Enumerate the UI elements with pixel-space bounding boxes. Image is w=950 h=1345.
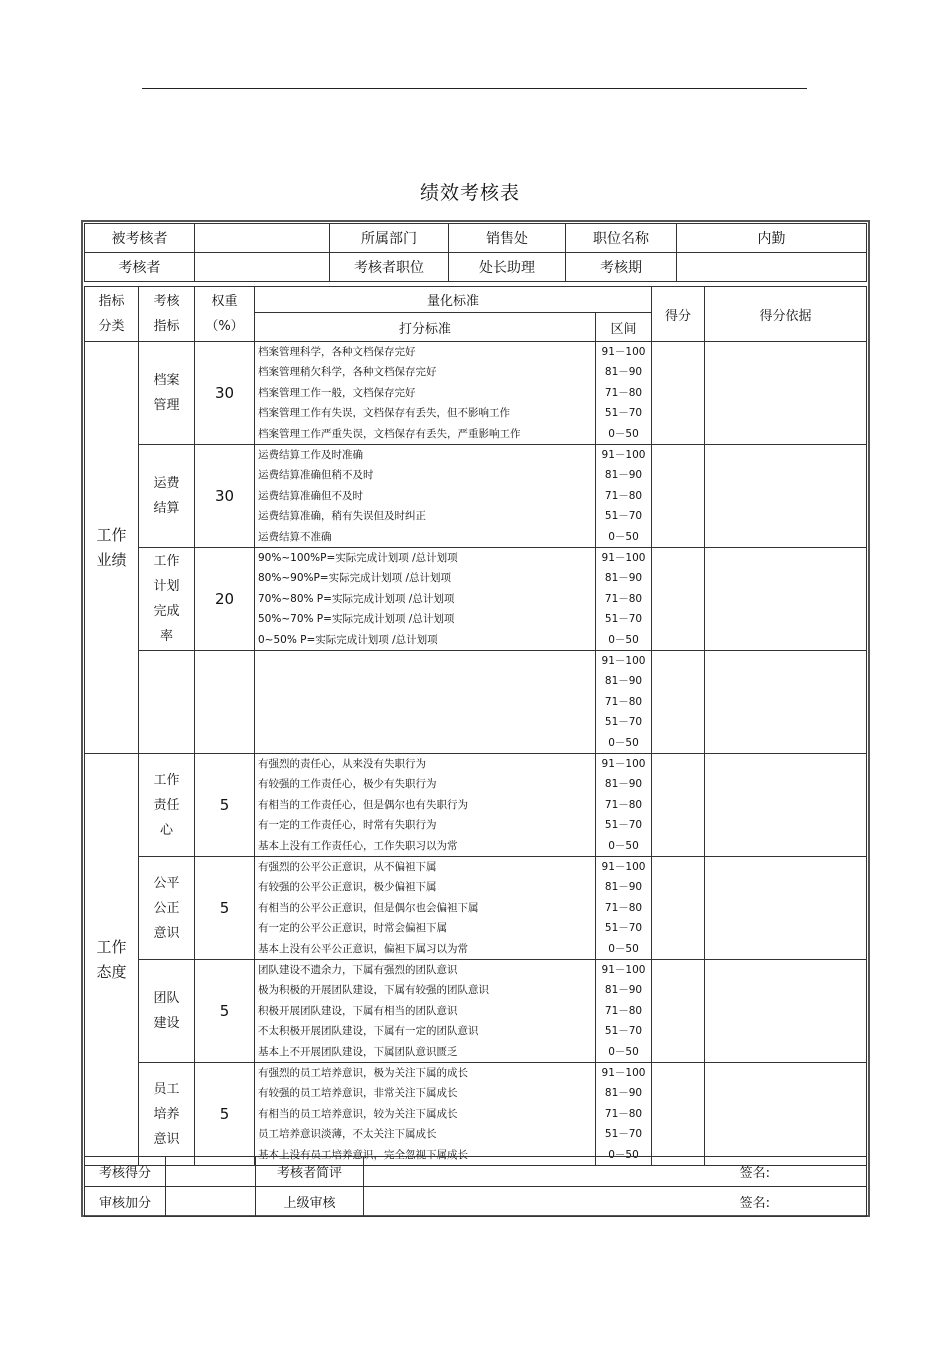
info-label-assessor: 考核者 <box>85 253 195 282</box>
indicator-name: 员工 培养 意识 <box>139 1063 195 1166</box>
criteria-list <box>255 651 596 754</box>
score-cell[interactable] <box>652 1063 705 1166</box>
indicator-weight: 5 <box>195 754 255 857</box>
range-list <box>596 857 652 960</box>
range-item: 71－80 <box>604 798 643 811</box>
range-item: 0－50 <box>608 839 639 852</box>
indicator-name: 工作 计划 完成 率 <box>139 548 195 651</box>
criteria-item: 档案管理科学，各种文档保存完好 <box>258 346 416 359</box>
basis-cell[interactable] <box>705 857 867 960</box>
criteria-item <box>258 692 595 712</box>
info-table <box>84 223 867 282</box>
bonus-score-label: 审核加分 <box>85 1187 166 1217</box>
criteria-list <box>255 960 596 1063</box>
indicator-weight <box>195 651 255 754</box>
range-item: 91－100 <box>601 758 646 771</box>
range-list <box>596 548 652 651</box>
basis-cell[interactable] <box>705 651 867 754</box>
indicator-weight: 5 <box>195 857 255 960</box>
score-cell[interactable] <box>652 960 705 1063</box>
page-title: 绩效考核表 <box>419 182 520 204</box>
range-item: 71－80 <box>604 386 643 399</box>
criteria-item: 有较强的公平公正意识，极少偏袒下属 <box>258 881 437 894</box>
criteria-item: 有强烈的员工培养意识，极为关注下属的成长 <box>258 1067 468 1080</box>
header-weight: 权重 （%） <box>195 287 255 342</box>
range-item: 91－100 <box>601 861 646 874</box>
range-item: 81－90 <box>604 778 643 791</box>
info-label-period: 考核期 <box>566 253 677 282</box>
indicator-name: 档案 管理 <box>139 342 195 445</box>
header-criteria: 打分标准 <box>255 313 596 342</box>
indicator-weight: 5 <box>195 960 255 1063</box>
evaluation-table <box>84 286 867 1166</box>
criteria-list <box>255 548 596 651</box>
indicator-row <box>85 1063 867 1166</box>
range-item: 81－90 <box>604 366 643 379</box>
header-range: 区间 <box>596 313 652 342</box>
indicator-name: 工作 责任 心 <box>139 754 195 857</box>
range-item: 71－80 <box>604 901 643 914</box>
criteria-item: 有较强的员工培养意识，非常关注下属成长 <box>258 1087 458 1100</box>
range-item: 51－70 <box>604 1128 643 1141</box>
range-list <box>596 1063 652 1166</box>
header-row <box>85 287 867 313</box>
bonus-score-value[interactable] <box>166 1187 256 1217</box>
info-row <box>85 224 867 253</box>
assessor-signature[interactable]: 签名: <box>364 1157 867 1187</box>
header-rule <box>142 88 807 89</box>
summary-table <box>84 1156 867 1217</box>
total-score-value[interactable] <box>166 1157 256 1187</box>
info-row <box>85 253 867 282</box>
range-item: 81－90 <box>604 881 643 894</box>
range-item: 0－50 <box>608 633 639 646</box>
info-value-assessee[interactable] <box>195 224 330 253</box>
indicator-name: 运费 结算 <box>139 445 195 548</box>
indicator-row <box>85 754 867 857</box>
criteria-item: 有相当的员工培养意识，较为关注下属成长 <box>258 1107 458 1120</box>
criteria-item: 有强烈的责任心，从来没有失职行为 <box>258 758 426 771</box>
range-item: 51－70 <box>604 922 643 935</box>
category-cell: 工作 业绩 <box>85 342 139 754</box>
criteria-item: 0~50% P=实际完成计划项 /总计划项 <box>258 633 438 646</box>
criteria-item <box>258 671 595 691</box>
criteria-item: 档案管理工作有失误，文档保存有丢失，但不影响工作 <box>258 407 510 420</box>
info-label-department: 所属部门 <box>330 224 449 253</box>
criteria-item: 基本上不开展团队建设，下属团队意识匮乏 <box>258 1045 458 1058</box>
summary-row <box>85 1157 867 1187</box>
criteria-list <box>255 754 596 857</box>
indicator-weight: 20 <box>195 548 255 651</box>
range-item: 91－100 <box>601 655 646 668</box>
category-cell: 工作 态度 <box>85 754 139 1166</box>
basis-cell[interactable] <box>705 1063 867 1166</box>
header-basis: 得分依据 <box>705 287 867 342</box>
score-cell[interactable] <box>652 754 705 857</box>
header-indicator-class: 指标 分类 <box>85 287 139 342</box>
indicator-name: 团队 建设 <box>139 960 195 1063</box>
range-item: 0－50 <box>608 736 639 749</box>
header-quant: 量化标准 <box>255 287 652 313</box>
range-list <box>596 960 652 1063</box>
basis-cell[interactable] <box>705 445 867 548</box>
criteria-item: 90%~100%P=实际完成计划项 /总计划项 <box>258 552 458 565</box>
criteria-item <box>258 733 595 753</box>
range-item: 71－80 <box>604 695 643 708</box>
basis-cell[interactable] <box>705 548 867 651</box>
total-score-label: 考核得分 <box>85 1157 166 1187</box>
assessor-comment-label: 考核者简评 <box>256 1157 364 1187</box>
basis-cell[interactable] <box>705 960 867 1063</box>
range-list <box>596 445 652 548</box>
range-item: 0－50 <box>608 942 639 955</box>
criteria-item: 团队建设不遗余力，下属有强烈的团队意识 <box>258 964 458 977</box>
criteria-list <box>255 1063 596 1166</box>
range-item: 91－100 <box>601 449 646 462</box>
range-item: 71－80 <box>604 489 643 502</box>
indicator-name <box>139 651 195 754</box>
range-item: 81－90 <box>604 675 643 688</box>
criteria-item <box>258 651 595 671</box>
score-cell[interactable] <box>652 548 705 651</box>
info-label-assessee: 被考核者 <box>85 224 195 253</box>
criteria-item: 极为积极的开展团队建设，下属有较强的团队意识 <box>258 984 489 997</box>
criteria-item: 有相当的公平公正意识，但是偶尔也会偏袒下属 <box>258 901 479 914</box>
criteria-item: 基本上没有工作责任心，工作失职习以为常 <box>258 839 458 852</box>
criteria-item: 积极开展团队建设，下属有相当的团队意识 <box>258 1004 458 1017</box>
criteria-item <box>258 712 595 732</box>
range-item: 51－70 <box>604 716 643 729</box>
range-item: 81－90 <box>604 1087 643 1100</box>
score-cell[interactable] <box>652 445 705 548</box>
criteria-item: 不太积极开展团队建设，下属有一定的团队意识 <box>258 1025 479 1038</box>
criteria-item: 员工培养意识淡薄，不太关注下属成长 <box>258 1128 437 1141</box>
score-cell[interactable] <box>652 651 705 754</box>
indicator-row <box>85 857 867 960</box>
range-item: 71－80 <box>604 1107 643 1120</box>
criteria-item: 运费结算准确但稍不及时 <box>258 469 374 482</box>
criteria-item: 80%~90%P=实际完成计划项 /总计划项 <box>258 572 451 585</box>
range-item: 0－50 <box>608 530 639 543</box>
indicator-row <box>85 445 867 548</box>
criteria-item: 有相当的工作责任心，但是偶尔也有失职行为 <box>258 798 468 811</box>
indicator-weight: 5 <box>195 1063 255 1166</box>
range-item: 51－70 <box>604 819 643 832</box>
criteria-item: 50%~70% P=实际完成计划项 /总计划项 <box>258 613 455 626</box>
range-item: 71－80 <box>604 1004 643 1017</box>
range-item: 51－70 <box>604 1025 643 1038</box>
info-label-position: 职位名称 <box>566 224 677 253</box>
score-cell[interactable] <box>652 857 705 960</box>
header-indicator: 考核 指标 <box>139 287 195 342</box>
basis-cell[interactable] <box>705 342 867 445</box>
indicator-row <box>85 960 867 1063</box>
range-item: 91－100 <box>601 346 646 359</box>
criteria-item: 运费结算不准确 <box>258 530 332 543</box>
range-item: 51－70 <box>604 407 643 420</box>
criteria-item: 基本上没有员工培养意识，完全忽视下属成长 <box>258 1148 468 1161</box>
range-item: 0－50 <box>608 427 639 440</box>
range-item: 81－90 <box>604 469 643 482</box>
criteria-list <box>255 445 596 548</box>
summary-row <box>85 1187 867 1217</box>
info-value-department[interactable]: 销售处 <box>449 224 566 253</box>
criteria-item: 运费结算准确但不及时 <box>258 489 363 502</box>
range-item: 81－90 <box>604 572 643 585</box>
indicator-row <box>85 548 867 651</box>
criteria-item: 档案管理稍欠科学，各种文档保存完好 <box>258 366 437 379</box>
range-item: 0－50 <box>608 1045 639 1058</box>
range-item: 71－80 <box>604 592 643 605</box>
superior-signature[interactable]: 签名: <box>364 1187 867 1217</box>
criteria-item: 运费结算工作及时准确 <box>258 449 363 462</box>
basis-cell[interactable] <box>705 754 867 857</box>
indicator-name: 公平 公正 意识 <box>139 857 195 960</box>
criteria-item: 档案管理工作一般，文档保存完好 <box>258 386 416 399</box>
criteria-item: 档案管理工作严重失误，文档保存有丢失，严重影响工作 <box>258 427 521 440</box>
range-item: 91－100 <box>601 552 646 565</box>
range-list <box>596 651 652 754</box>
range-item: 91－100 <box>601 1067 646 1080</box>
info-value-assessor[interactable] <box>195 253 330 282</box>
indicator-weight: 30 <box>195 342 255 445</box>
range-item: 0－50 <box>608 1148 639 1161</box>
info-label-assessor-position: 考核者职位 <box>330 253 449 282</box>
header-score: 得分 <box>652 287 705 342</box>
criteria-item: 运费结算准确，稍有失误但及时纠正 <box>258 510 426 523</box>
score-cell[interactable] <box>652 342 705 445</box>
criteria-list <box>255 857 596 960</box>
range-item: 91－100 <box>601 964 646 977</box>
info-value-assessor-position[interactable]: 处长助理 <box>449 253 566 282</box>
info-value-position[interactable]: 内勤 <box>677 224 867 253</box>
criteria-item: 有强烈的公平公正意识，从不偏袒下属 <box>258 861 437 874</box>
info-value-period[interactable] <box>677 253 867 282</box>
criteria-item: 有较强的工作责任心，极少有失职行为 <box>258 778 437 791</box>
range-item: 51－70 <box>604 613 643 626</box>
range-item: 51－70 <box>604 510 643 523</box>
range-item: 81－90 <box>604 984 643 997</box>
superior-review-label: 上级审核 <box>256 1187 364 1217</box>
indicator-weight: 30 <box>195 445 255 548</box>
indicator-row <box>85 342 867 445</box>
criteria-item: 70%~80% P=实际完成计划项 /总计划项 <box>258 592 455 605</box>
criteria-item: 有一定的工作责任心，时常有失职行为 <box>258 819 437 832</box>
criteria-list <box>255 342 596 445</box>
range-list <box>596 754 652 857</box>
criteria-item: 基本上没有公平公正意识，偏袒下属习以为常 <box>258 942 468 955</box>
indicator-row <box>85 651 867 754</box>
range-list <box>596 342 652 445</box>
criteria-item: 有一定的公平公正意识，时常会偏袒下属 <box>258 922 447 935</box>
